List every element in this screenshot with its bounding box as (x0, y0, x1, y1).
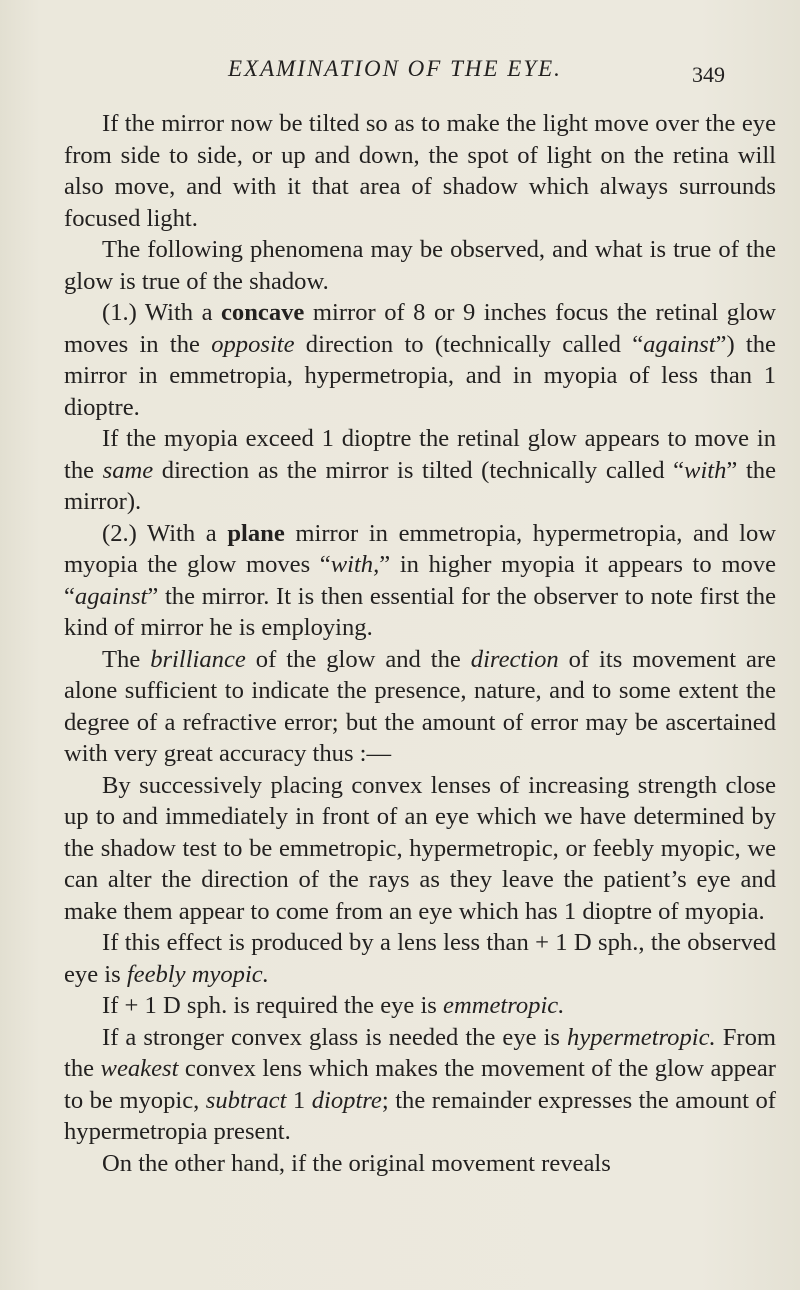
italic-term: feebly myopic. (126, 960, 269, 988)
bold-term: plane (227, 519, 285, 547)
text-run: The (102, 645, 151, 673)
paragraph (64, 927, 776, 990)
page-number: 349 (692, 62, 725, 87)
text-run: direction to (technically called “ (294, 330, 644, 358)
text-run: If + 1 D sph. is required the eye is (102, 992, 444, 1019)
paragraph (64, 518, 776, 644)
text-run: If the mirror now be tilted so as to make the light move over the eye from side to side, or up and down, the spot of light on the retina will also move, and with it that area of shadow which always surrounds focused light. (64, 110, 776, 232)
italic-term: emmetropic. (443, 992, 565, 1019)
text-run: The following phenomena may be observed, and what is true of the glow is true of the shadow. (64, 236, 776, 295)
text-run: If this effect is produced by a lens less than + 1 D sph., the observed eye is (64, 929, 776, 988)
text-run: ” the mirror). (64, 456, 776, 515)
italic-term: with, (330, 551, 380, 578)
paragraph (64, 297, 776, 423)
text-run: By successively placing convex lenses of increasing strength close up to and immediately in front of an eye which we have determined by the shadow test to be emmetropic, hypermetropic, or feebly myopic, we can alter the direction of the rays as they leave the patient’s eye and make them appear to come from an eye which has 1 dioptre of myopia. (64, 771, 776, 925)
italic-term: same (102, 456, 154, 484)
text-run: convex lens which makes the movement of the glow appear to be myopic, (64, 1055, 776, 1114)
italic-term: against (643, 330, 716, 358)
running-title: EXAMINATION OF THE EYE. (228, 56, 562, 81)
text-run: mirror of 8 or 9 inches focus the retinal glow moves in the (64, 299, 776, 358)
paragraph (64, 770, 776, 928)
text-run: On the other hand, if the original movement reveals (102, 1149, 611, 1177)
italic-term: with (684, 456, 727, 484)
bold-term: concave (221, 299, 305, 326)
text-run: ” in higher myopia it appears to move “ (64, 551, 776, 610)
paragraph (64, 644, 776, 770)
text-run: ” the mirror. It is then essential for the observer to note first the kind of mirror he is employing. (64, 582, 776, 641)
paragraph (64, 234, 776, 297)
paragraph (64, 423, 776, 518)
italic-term: direction (470, 645, 559, 673)
italic-term: opposite (211, 330, 295, 358)
text-run: direction as the mirror is tilted (technically called “ (153, 456, 685, 484)
paragraph (64, 108, 776, 234)
paragraph (64, 1148, 776, 1180)
text-run: ”) the mirror in emmetropia, hypermetropia, and in myopia of less than 1 dioptre. (64, 330, 776, 421)
italic-term: against (74, 582, 148, 610)
italic-term: subtract (205, 1086, 287, 1114)
italic-term: brilliance (150, 645, 246, 673)
text-run: If a stronger convex glass is needed the eye is (102, 1023, 568, 1051)
text-run: From the (64, 1023, 776, 1082)
text-run: of its movement are alone sufficient to indicate the presence, nature, and to some extent the degree of a refractive error; but the amount of error may be ascertained with very great accuracy thus :— (64, 645, 777, 767)
paragraph (64, 1022, 776, 1148)
body-text (64, 108, 776, 1179)
paragraph (64, 990, 776, 1022)
text-run: (2.) With a (102, 519, 228, 547)
text-run: (1.) With a (102, 299, 222, 326)
text-run: ; the remainder expresses the amount of hypermetropia present. (64, 1086, 776, 1145)
text-run: mirror in emmetropia, hypermetropia, and low myopia the glow moves “ (64, 519, 776, 578)
text-run: If the myopia exceed 1 dioptre the retinal glow appears to move in the (64, 425, 776, 484)
italic-term: dioptre (311, 1086, 382, 1114)
text-run: 1 (286, 1086, 312, 1114)
page-header (0, 56, 800, 86)
text-run: of the glow and the (245, 645, 471, 673)
italic-term: weakest (100, 1055, 179, 1082)
italic-term: hypermetropic. (567, 1023, 716, 1051)
